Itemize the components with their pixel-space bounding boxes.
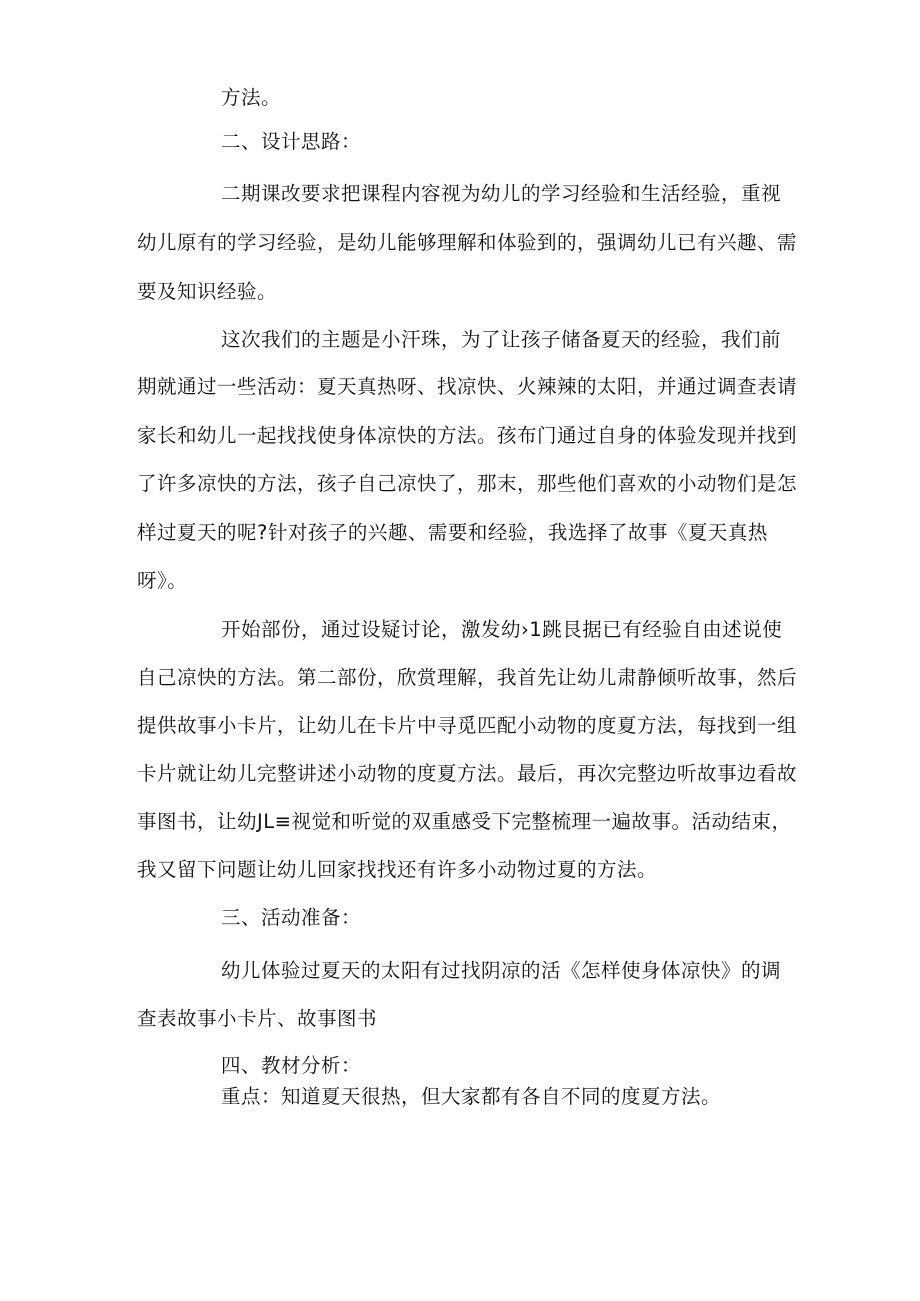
text-line: 事图书，让幼JL≡视觉和听觉的双重感受下完整梳理一遍故事。活动结束， xyxy=(137,810,792,833)
text-line: 样过夏天的呢?针对孩子的兴趣、需要和经验，我选择了故事《夏天真热 xyxy=(137,521,768,544)
text-line: 二期课改要求把课程内容视为幼儿的学习经验和生活经验，重视 xyxy=(221,182,782,205)
text-line: 提供故事小卡片，让幼儿在卡片中寻觅匹配小动物的度夏方法，每找到一组 xyxy=(137,714,798,737)
section-heading-material-analysis: 四、教材分析： xyxy=(221,1054,362,1077)
text-line: 要及知识经验。 xyxy=(137,280,278,303)
text-line: 幼儿原有的学习经验，是幼儿能够理解和体验到的，强调幼儿已有兴趣、需 xyxy=(137,231,798,254)
text-line: 期就通过一些活动：夏天真热呀、找凉快、火辣辣的太阳，并通过调查表请 xyxy=(137,375,798,398)
text-line: 呀》。 xyxy=(137,569,188,592)
text-line: 我又留下问题让幼儿回家找找还有许多小动物过夏的方法。 xyxy=(137,858,658,881)
text-line: 了许多凉快的方法，孩子自己凉快了，那末，那些他们喜欢的小动物们是怎 xyxy=(137,472,798,495)
text-line: 家长和幼儿一起找找使身体凉快的方法。孩布门通过自身的体验发现并找到 xyxy=(137,424,798,447)
text-line: 开始部份，通过设疑讨论，激发幼›1跳艮据已有经验自由述说使 xyxy=(221,618,783,641)
text-line: 自己凉快的方法。第二部份，欣赏理解，我首先让幼儿肃静倾听故事，然后 xyxy=(137,666,798,689)
text-line: 查表故事小卡片、故事图书 xyxy=(137,1007,378,1030)
text-line: 方法。 xyxy=(221,86,282,109)
text-line: 这次我们的主题是小汗珠，为了让孩子储备夏天的经验，我们前 xyxy=(221,328,782,351)
section-heading-activity-prep: 三、活动准备： xyxy=(221,906,362,929)
text-line: 卡片就让幼儿完整讲述小动物的度夏方法。最后，再次完整边听故事边看故 xyxy=(137,762,798,785)
section-heading-design-idea: 二、设计思路： xyxy=(221,130,362,153)
text-line: 重点：知道夏天很热，但大家都有各自不同的度夏方法。 xyxy=(221,1085,722,1108)
text-line: 幼儿体验过夏天的太阳有过找阴凉的活《怎样使身体凉快》的调 xyxy=(221,959,782,982)
